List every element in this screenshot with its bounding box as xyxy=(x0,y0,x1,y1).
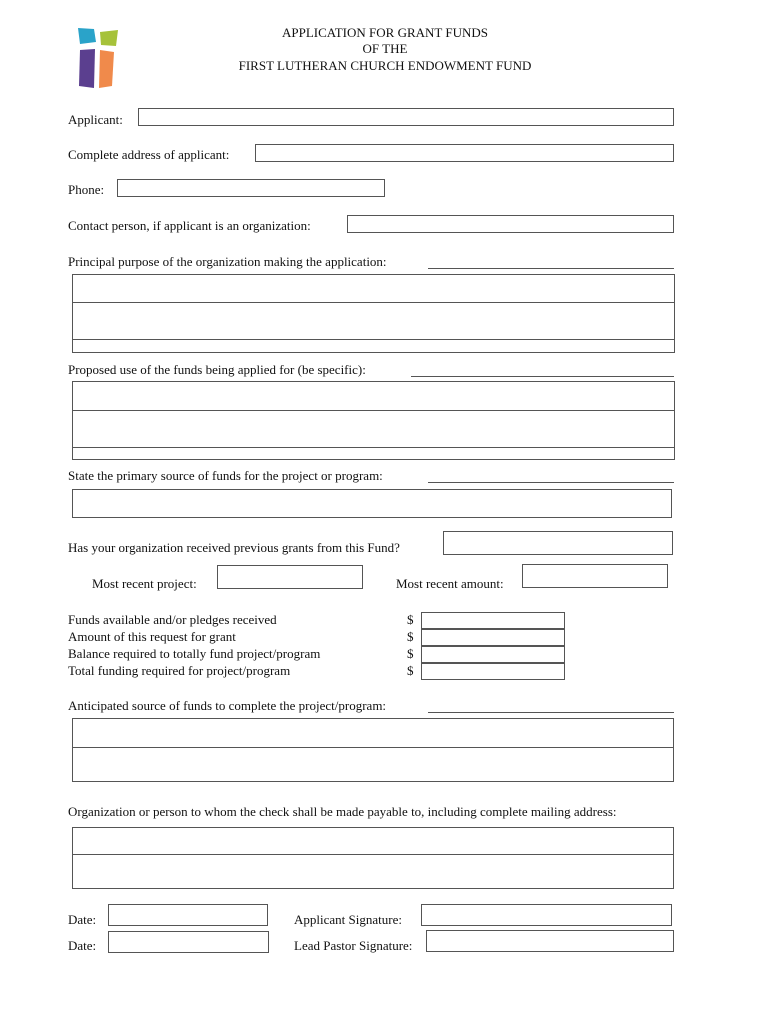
address-label: Complete address of applicant: xyxy=(68,147,230,162)
anticipated-field[interactable] xyxy=(72,718,674,782)
amount-request-field[interactable] xyxy=(421,629,565,646)
balance-required-label: Balance required to totally fund project/program xyxy=(68,646,321,661)
recent-project-label: Most recent project: xyxy=(92,576,197,591)
date-field-1[interactable] xyxy=(108,904,268,926)
form-title-of: OF THE xyxy=(362,41,408,56)
previous-label: Has your organization received previous grants from this Fund? xyxy=(68,540,400,555)
payable-rule-1 xyxy=(72,854,674,855)
anticipated-label: Anticipated source of funds to complete the project/program: xyxy=(68,698,387,713)
address-field[interactable] xyxy=(255,144,674,162)
purpose-label: Principal purpose of the organization making the application: xyxy=(68,254,387,269)
recent-project-field[interactable] xyxy=(217,565,363,589)
purpose-field[interactable] xyxy=(72,274,675,353)
currency-symbol: $ xyxy=(407,612,414,627)
anticipated-line xyxy=(428,712,674,713)
anticipated-rule-1 xyxy=(72,747,674,748)
previous-field[interactable] xyxy=(443,531,673,555)
purpose-line xyxy=(428,268,674,269)
use-rule-1 xyxy=(72,410,675,411)
use-field[interactable] xyxy=(72,381,675,460)
funds-available-label: Funds available and/or pledges received xyxy=(68,612,277,627)
recent-amount-field[interactable] xyxy=(522,564,668,588)
purpose-rule-1 xyxy=(72,302,675,303)
date-field-2[interactable] xyxy=(108,931,269,953)
currency-symbol: $ xyxy=(407,663,414,678)
use-line xyxy=(411,376,674,377)
amount-request-label: Amount of this request for grant xyxy=(68,629,236,644)
currency-symbol: $ xyxy=(407,646,414,661)
funds-available-field[interactable] xyxy=(421,612,565,629)
source-line xyxy=(428,482,674,483)
use-label: Proposed use of the funds being applied for (be specific): xyxy=(68,362,366,377)
total-required-field[interactable] xyxy=(421,663,565,680)
source-label: State the primary source of funds for the project or program: xyxy=(68,468,383,483)
payable-field[interactable] xyxy=(72,827,674,889)
recent-amount-label: Most recent amount: xyxy=(396,576,504,591)
pastor-signature-field[interactable] xyxy=(426,930,674,952)
contact-label: Contact person, if applicant is an organization: xyxy=(68,218,311,233)
applicant-label: Applicant: xyxy=(68,112,123,127)
use-rule-2 xyxy=(72,447,675,448)
date-label: Date: xyxy=(68,938,97,953)
applicant-signature-label: Applicant Signature: xyxy=(294,912,402,927)
source-field[interactable] xyxy=(72,489,672,518)
balance-required-field[interactable] xyxy=(421,646,565,663)
currency-symbol: $ xyxy=(407,629,414,644)
phone-field[interactable] xyxy=(117,179,385,197)
payable-label: Organization or person to whom the check shall be made payable to, including complete mailing address: xyxy=(68,804,617,819)
date-label: Date: xyxy=(68,912,97,927)
total-required-label: Total funding required for project/program xyxy=(68,663,291,678)
applicant-field[interactable] xyxy=(138,108,674,126)
form-subtitle: FIRST LUTHERAN CHURCH ENDOWMENT FUND xyxy=(238,58,532,73)
phone-label: Phone: xyxy=(68,182,105,197)
applicant-signature-field[interactable] xyxy=(421,904,672,926)
purpose-rule-2 xyxy=(72,339,675,340)
contact-field[interactable] xyxy=(347,215,674,233)
form-title: APPLICATION FOR GRANT FUNDS xyxy=(282,25,488,40)
pastor-signature-label: Lead Pastor Signature: xyxy=(294,938,413,953)
